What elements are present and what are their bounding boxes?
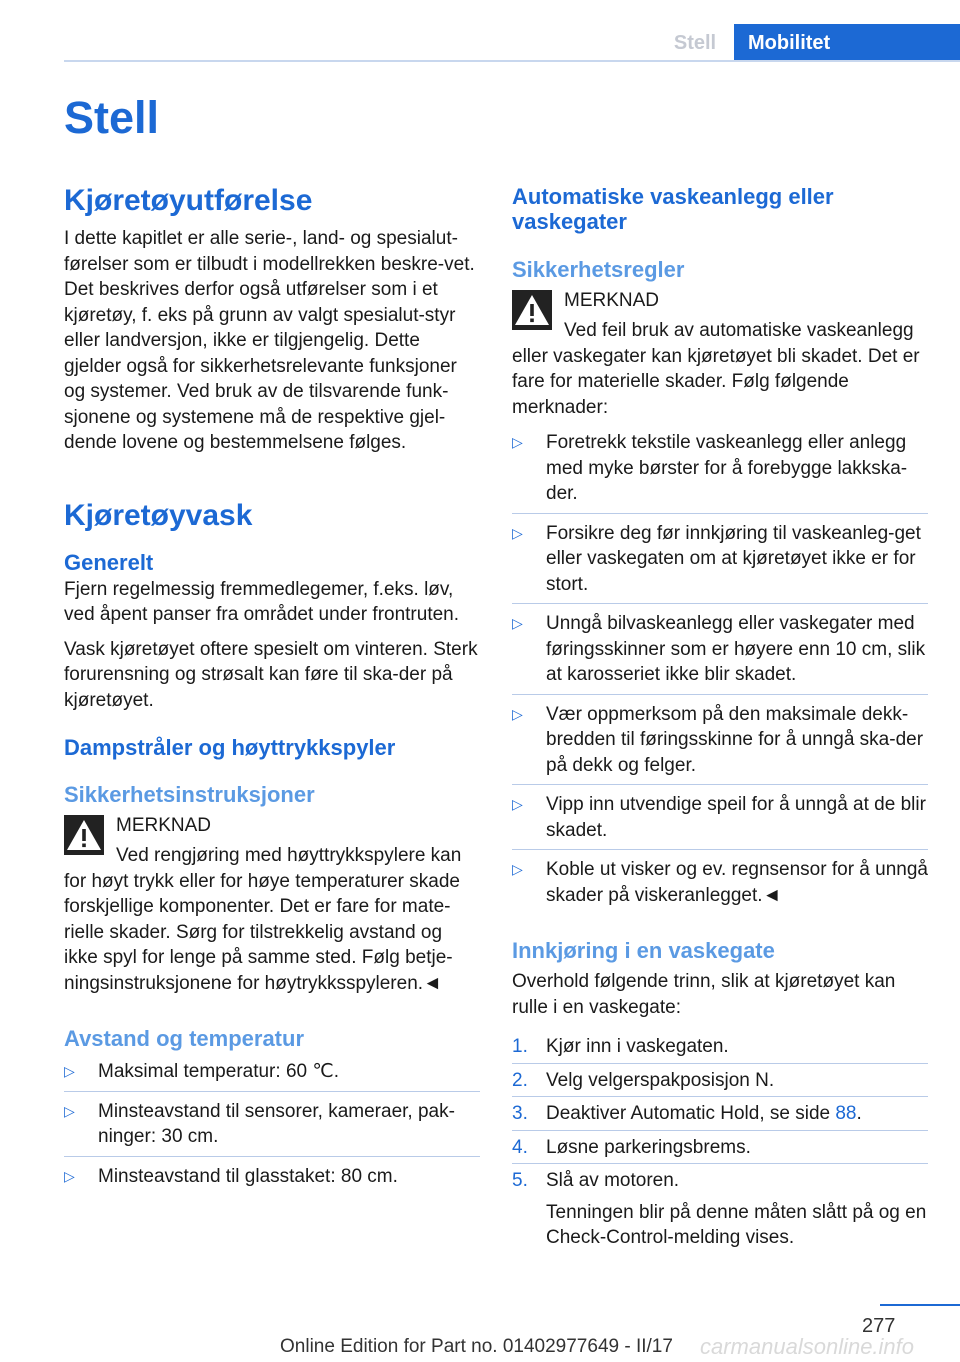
triangle-bullet-icon: ▷ [512, 524, 523, 541]
warning-box-left [64, 813, 480, 996]
tab-stell[interactable]: Stell [656, 24, 734, 62]
step-number: 3. [512, 1103, 528, 1124]
heading-automatiske-vaskeanlegg: Automatiske vaskeanlegg eller vaskegater [512, 184, 834, 234]
page-number: 277 [862, 1315, 896, 1337]
warning-label: MERKNAD [564, 290, 660, 311]
warning-text: Ved rengjøring med høyttrykkspylere kan for høyt trykk eller for høye temperaturer skade forskjellige komponenter. Det er fare for mate‐rielle skader. Sørg for tilstrekkelig avstand og ikke spyl for lenge på samme sted. Følg betje‐ningsinstruksjonene for høytrykksspyleren.◄ [64, 845, 462, 994]
triangle-bullet-icon: ▷ [512, 705, 523, 722]
list-item: ▷ Unngå bilvaskeanlegg eller vaskegater med føringsskinner som er høyere enn 10 cm, slik at karosseriet ikke blir skadet. [512, 611, 928, 695]
list-item: ▷ Forsikre deg før innkjøring til vaskeanleg‐get eller vaskegaten om at kjøretøyet ikke er for stort. [512, 521, 928, 605]
list-item: ▷ Vipp inn utvendige speil for å unngå at de blir skadet. [512, 792, 928, 850]
warning-text: Ved feil bruk av automatiske vaskeanlegg eller vaskegater kan kjøretøyet bli skadet. Det er fare for materielle skader. Følg følgende merknader: [512, 320, 920, 418]
heading-generelt: Generelt [64, 549, 154, 575]
list-item: ▷ Minsteavstand til sensorer, kameraer, pak‐ninger: 30 cm. [64, 1099, 480, 1157]
heading-kjoretoyvask: Kjøretøyvask [64, 498, 253, 532]
warning-icon [64, 815, 104, 855]
triangle-bullet-icon: ▷ [64, 1063, 75, 1079]
list-item: ▷ Foretrekk tekstile vaskeanlegg eller anlegg med myke børster for å forebygge lakkska‐der. [512, 430, 928, 514]
triangle-bullet-icon: ▷ [512, 861, 523, 877]
watermark: carmanualsonline.info [700, 1334, 915, 1359]
list-item: ▷ Minsteavstand til glasstaket: 80 cm. [64, 1164, 480, 1190]
triangle-bullet-icon: ▷ [64, 1102, 75, 1119]
footer-rule [880, 1304, 960, 1306]
step-number: 5. [512, 1170, 528, 1191]
heading-kjoretoyutforelse: Kjøretøyutførelse [64, 184, 313, 217]
step-item: 1. Kjør inn i vaskegaten. [512, 1034, 928, 1064]
list-item: ▷ Maksimal temperatur: 60 ℃. [64, 1059, 480, 1092]
step-number: 4. [512, 1136, 528, 1158]
list-avstand [64, 1059, 480, 1189]
step-subtext: Tenningen blir på denne måten slått på og en Check-Control-melding vises. [546, 1201, 927, 1248]
steps-list [512, 1034, 928, 1251]
triangle-bullet-icon: ▷ [512, 434, 523, 450]
triangle-bullet-icon: ▷ [512, 796, 523, 812]
left-column [64, 182, 480, 1189]
paragraph-kjoretoyutforelse: I dette kapitlet er alle serie-, land- og spesialut‐førelser som er tilbudt i modellrekken beskre‐vet. Det beskrives derfor også utførelser som i et kjøretøy, f. eks på grunn av valgt spesialut‐styr eller landversjon, ikke er tilgjengelig. Dette gjelder også for sikkerhetsrelevante funksjoner og systemer. Ved bruk av de tilsvarende funk‐sjonene og systemene må de respektive gjel‐dende lovene og bestemmelsene følges. [64, 228, 475, 453]
tab-mobilitet[interactable]: Mobilitet [734, 24, 960, 62]
paragraph-generelt-2: Vask kjøretøyet oftere spesielt om vinteren. Sterk forurensning og strøsalt kan føre til ska‐der på kjøretøyet. [64, 638, 478, 711]
heading-avstand-og-temperatur: Avstand og temperatur [64, 1026, 305, 1051]
triangle-bullet-icon: ▷ [64, 1167, 75, 1184]
step-item: 3. Deaktiver Automatic Hold, se side 88. [512, 1101, 928, 1131]
warning-box-right [512, 288, 928, 420]
heading-innkjoring: Innkjøring i en vaskegate [512, 938, 775, 963]
triangle-bullet-icon: ▷ [512, 615, 523, 631]
page-title: Stell [64, 92, 160, 143]
list-item: ▷ Koble ut visker og ev. regnsensor for å unngå skader på viskeranlegget.◄ [512, 859, 928, 906]
warning-icon [512, 290, 552, 330]
heading-sikkerhetsregler: Sikkerhetsregler [512, 257, 685, 282]
step-item: 2. Velg velgerspakposisjon N. [512, 1068, 928, 1098]
header-rule [64, 60, 960, 62]
warning-label: MERKNAD [116, 815, 212, 836]
paragraph-innkjoring: Overhold følgende trinn, slik at kjøretøyet kan rulle i en vaskegate: [512, 971, 896, 1018]
step-item: 4. Løsne parkeringsbrems. [512, 1135, 928, 1165]
footer-edition: Online Edition for Part no. 01402977649 - II/17 [280, 1336, 673, 1357]
header-tabs [656, 24, 960, 62]
step-number: 1. [512, 1036, 528, 1057]
list-item: ▷ Vær oppmerksom på den maksimale dekk‐bredden til føringsskinne for å unngå ska‐der på dekk og felger. [512, 702, 928, 786]
heading-dampstraler: Dampstråler og høyttrykkspyler [64, 735, 396, 760]
page-link[interactable]: 88 [835, 1103, 857, 1124]
step-item: 5. Slå av motoren. Tenningen blir på denne måten slått på og en Check-Control-melding vises. [512, 1168, 928, 1251]
heading-sikkerhetsinstruksjoner: Sikkerhetsinstruksjoner [64, 782, 315, 807]
right-column [512, 182, 928, 1251]
list-merknader [512, 430, 928, 908]
step-number: 2. [512, 1069, 528, 1091]
paragraph-generelt-1: Fjern regelmessig fremmedlegemer, f.eks. løv, ved åpent panser fra området under frontruten. [64, 578, 460, 625]
